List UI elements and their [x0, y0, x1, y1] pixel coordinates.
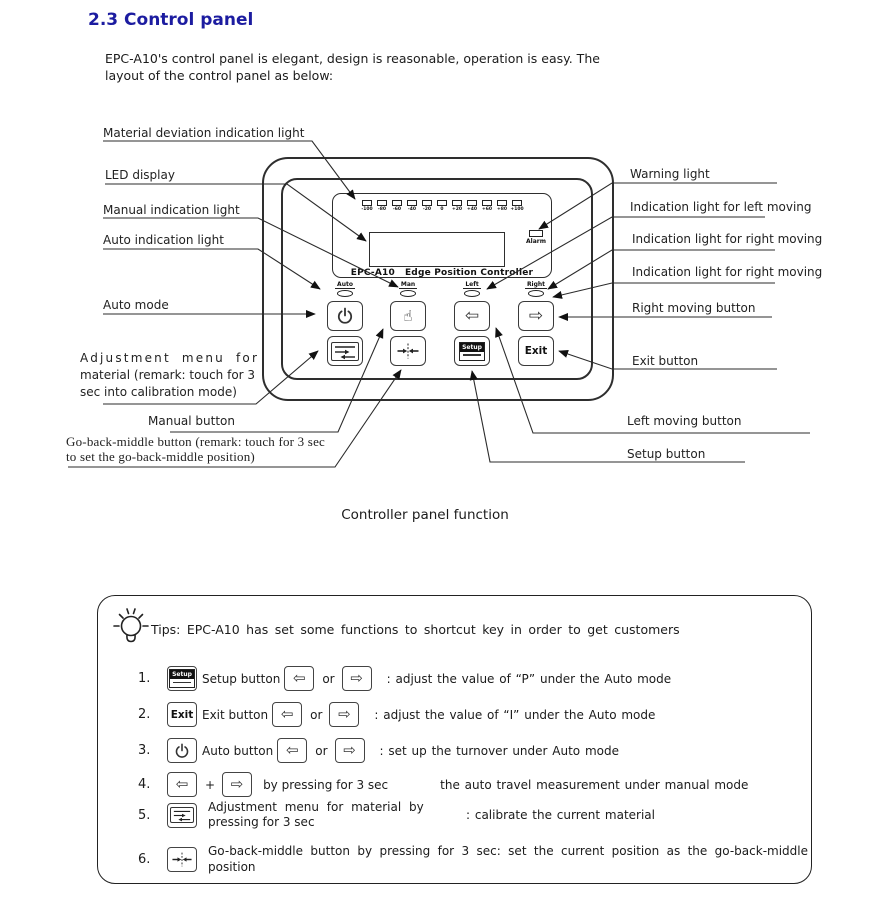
go-back-middle-icon	[172, 852, 192, 867]
deviation-led-scale	[333, 200, 551, 212]
item-label: Auto button	[202, 743, 274, 758]
led-box	[482, 200, 492, 206]
indicator-man-led	[400, 290, 416, 297]
label-led-display: LED display	[105, 168, 175, 182]
label-left-moving-button: Left moving button	[627, 414, 742, 428]
display-area	[332, 193, 552, 278]
setup-icon-label: Setup	[170, 670, 194, 679]
setup-icon	[459, 342, 485, 361]
exit-button-label: Exit	[524, 345, 548, 357]
led-box	[512, 200, 522, 206]
manual-button	[390, 301, 426, 331]
setup-icon-line	[463, 354, 481, 356]
left-arrow-button-small	[272, 702, 302, 727]
scale-led	[497, 200, 508, 212]
plus-text: +	[205, 777, 216, 792]
label-auto-mode: Auto mode	[103, 298, 169, 312]
item-number: 4.	[138, 777, 151, 792]
label-setup-button: Setup button	[627, 447, 706, 461]
go-back-middle-icon	[397, 343, 419, 359]
label-go-back-line1: Go-back-middle button (remark: touch for 3 sec	[66, 434, 326, 449]
scale-tick-label: -100	[361, 207, 373, 212]
scale-tick-label: +20	[451, 207, 463, 212]
scale-tick-label: +60	[481, 207, 493, 212]
indicator-right	[518, 281, 554, 297]
label-exit-button: Exit button	[632, 354, 699, 368]
alarm-led	[529, 230, 543, 237]
left-arrow-button-small	[167, 772, 197, 797]
label-right-moving-ind1: Indication light for right moving	[632, 232, 823, 246]
label-go-back-middle	[66, 434, 386, 464]
item-label	[208, 800, 456, 830]
label-left-moving-ind: Indication light for left moving	[630, 200, 812, 214]
item-number: 2.	[138, 707, 151, 722]
label-right-moving-ind2: Indication light for right moving	[632, 265, 823, 279]
label-adjustment-line2: material (remark: touch for 3	[80, 368, 256, 382]
led-box	[422, 200, 432, 206]
right-arrow-icon: ⇨	[350, 669, 363, 687]
indicator-left	[454, 281, 490, 297]
controller-panel-face	[281, 178, 593, 380]
led-box	[407, 200, 417, 206]
item-number: 6.	[138, 851, 151, 867]
item-description: : calibrate the current material	[466, 808, 655, 822]
led-box	[467, 200, 477, 206]
item-label-line2: pressing for 3 sec	[208, 815, 315, 829]
lcd-screen	[369, 232, 505, 267]
intro-line-2: layout of the control panel as below:	[105, 68, 334, 83]
tips-item-6	[138, 843, 808, 875]
left-arrow-icon: ⇦	[285, 741, 299, 759]
label-manual-indication: Manual indication light	[103, 203, 240, 217]
tips-box	[97, 595, 812, 884]
led-box	[452, 200, 462, 206]
scale-tick-label: +100	[510, 207, 524, 212]
tips-item-2	[138, 702, 655, 727]
indicator-left-label: Left	[465, 281, 479, 288]
item-label: Exit button	[202, 707, 269, 722]
exit-button-label: Exit	[170, 708, 194, 721]
intro-line-1: EPC-A10's control panel is elegant, design is reasonable, operation is easy. The	[105, 51, 600, 66]
indicator-auto-led	[337, 290, 353, 297]
scale-tick-label: +40	[466, 207, 478, 212]
scale-led	[422, 200, 433, 212]
right-arrow-icon: ⇨	[338, 705, 351, 723]
right-arrow-button-small	[329, 702, 359, 727]
scale-led	[512, 200, 523, 212]
indicator-right-label: Right	[526, 281, 546, 288]
section-heading: 2.3 Control panel	[88, 10, 254, 30]
adjustment-icon	[170, 807, 194, 823]
scale-led	[362, 200, 373, 212]
item-label-line1: Adjustment menu for material by	[208, 800, 424, 814]
go-back-middle-button-small	[167, 847, 197, 872]
indicator-auto	[327, 281, 363, 297]
tips-item-4	[138, 772, 748, 797]
tips-item-1	[138, 666, 671, 691]
led-box	[437, 200, 447, 206]
scale-led	[377, 200, 388, 212]
scale-tick-label: -60	[392, 207, 402, 212]
adjustment-menu-button	[327, 336, 363, 366]
setup-icon-line	[173, 682, 191, 684]
setup-button	[454, 336, 490, 366]
label-warning-light: Warning light	[630, 167, 710, 181]
setup-button-small	[167, 666, 197, 691]
item-label: Setup button	[202, 671, 281, 686]
indicator-left-led	[464, 290, 480, 297]
tips-header: Tips: EPC-A10 has set some functions to shortcut key in order to get customers	[151, 622, 680, 637]
adjustment-icon	[331, 342, 359, 361]
indicator-man	[390, 281, 426, 297]
auto-mode-button	[327, 301, 363, 331]
power-icon	[174, 743, 190, 759]
item-description: : adjust the value of “I” under the Auto mode	[374, 707, 656, 722]
label-right-moving-button: Right moving button	[632, 301, 756, 315]
alarm-indicator	[521, 230, 551, 245]
scale-led	[437, 200, 448, 212]
or-text: or	[322, 671, 335, 686]
item-text: Go-back-middle button by pressing for 3 sec: set the current position as the go-back-middle position	[208, 844, 808, 874]
scale-tick-label: 0	[440, 207, 444, 212]
exit-button	[518, 336, 554, 366]
item-label: by pressing for 3 sec	[263, 777, 389, 792]
scale-led	[482, 200, 493, 212]
adjustment-icon-lines	[333, 344, 357, 360]
item-number: 5.	[138, 807, 151, 823]
left-arrow-icon: ⇦	[293, 669, 306, 687]
label-manual-button: Manual button	[148, 414, 235, 428]
label-adjustment-line3: sec into calibration mode)	[80, 385, 237, 399]
right-arrow-icon: ⇨	[230, 775, 244, 793]
left-arrow-button-small	[277, 738, 307, 763]
setup-icon	[169, 669, 195, 688]
left-arrow-button-small	[284, 666, 314, 691]
adjustment-menu-button-small	[167, 803, 197, 828]
hand-icon: ☝	[403, 306, 413, 325]
scale-tick-label: -40	[407, 207, 417, 212]
setup-icon-label: Setup	[460, 343, 484, 352]
alarm-label: Alarm	[526, 238, 546, 245]
label-auto-indication: Auto indication light	[103, 233, 224, 247]
right-arrow-button-small	[222, 772, 252, 797]
exit-button-small	[167, 702, 197, 727]
led-box	[362, 200, 372, 206]
item-description: : adjust the value of “P” under the Auto mode	[386, 671, 672, 686]
scale-led	[392, 200, 403, 212]
scale-tick-label: -80	[377, 207, 387, 212]
scale-tick-label: -20	[422, 207, 432, 212]
tips-item-3	[138, 738, 619, 763]
scale-led	[407, 200, 418, 212]
tips-item-5	[138, 800, 655, 830]
left-moving-button	[454, 301, 490, 331]
auto-button-small	[167, 738, 197, 763]
right-arrow-icon: ⇨	[528, 305, 544, 326]
go-back-middle-button	[390, 336, 426, 366]
scale-led	[467, 200, 478, 212]
label-adjustment-menu	[80, 350, 272, 401]
controller-panel	[262, 157, 614, 401]
adjustment-icon-lines	[172, 809, 192, 822]
indicator-man-label: Man	[400, 281, 416, 288]
or-text: or	[310, 707, 323, 722]
label-go-back-line2: to set the go-back-middle position)	[66, 449, 255, 464]
right-arrow-icon: ⇨	[343, 741, 356, 759]
left-arrow-icon: ⇦	[175, 775, 189, 793]
power-icon	[336, 307, 354, 325]
panel-title: EPC-A10 Edge Position Controller	[350, 268, 534, 278]
right-arrow-button-small	[335, 738, 365, 763]
scale-tick-label: +80	[496, 207, 508, 212]
intro-paragraph	[105, 50, 600, 84]
figure-caption: Controller panel function	[341, 507, 509, 523]
left-arrow-icon: ⇦	[464, 305, 480, 326]
led-box	[392, 200, 402, 206]
led-box	[377, 200, 387, 206]
left-arrow-icon: ⇦	[280, 705, 294, 723]
led-box	[497, 200, 507, 206]
right-arrow-button-small	[342, 666, 372, 691]
label-material-deviation: Material deviation indication light	[103, 126, 305, 140]
or-text: or	[315, 743, 328, 758]
item-description: the auto travel measurement under manual mode	[440, 777, 749, 792]
right-moving-button	[518, 301, 554, 331]
item-number: 1.	[138, 671, 151, 686]
scale-led	[452, 200, 463, 212]
label-adjustment-line1: Adjustment menu for	[80, 351, 260, 365]
indicator-right-led	[528, 290, 544, 297]
light-bulb-icon	[110, 604, 152, 650]
item-description: : set up the turnover under Auto mode	[379, 743, 619, 758]
item-number: 3.	[138, 743, 151, 758]
indicator-auto-label: Auto	[337, 281, 353, 288]
